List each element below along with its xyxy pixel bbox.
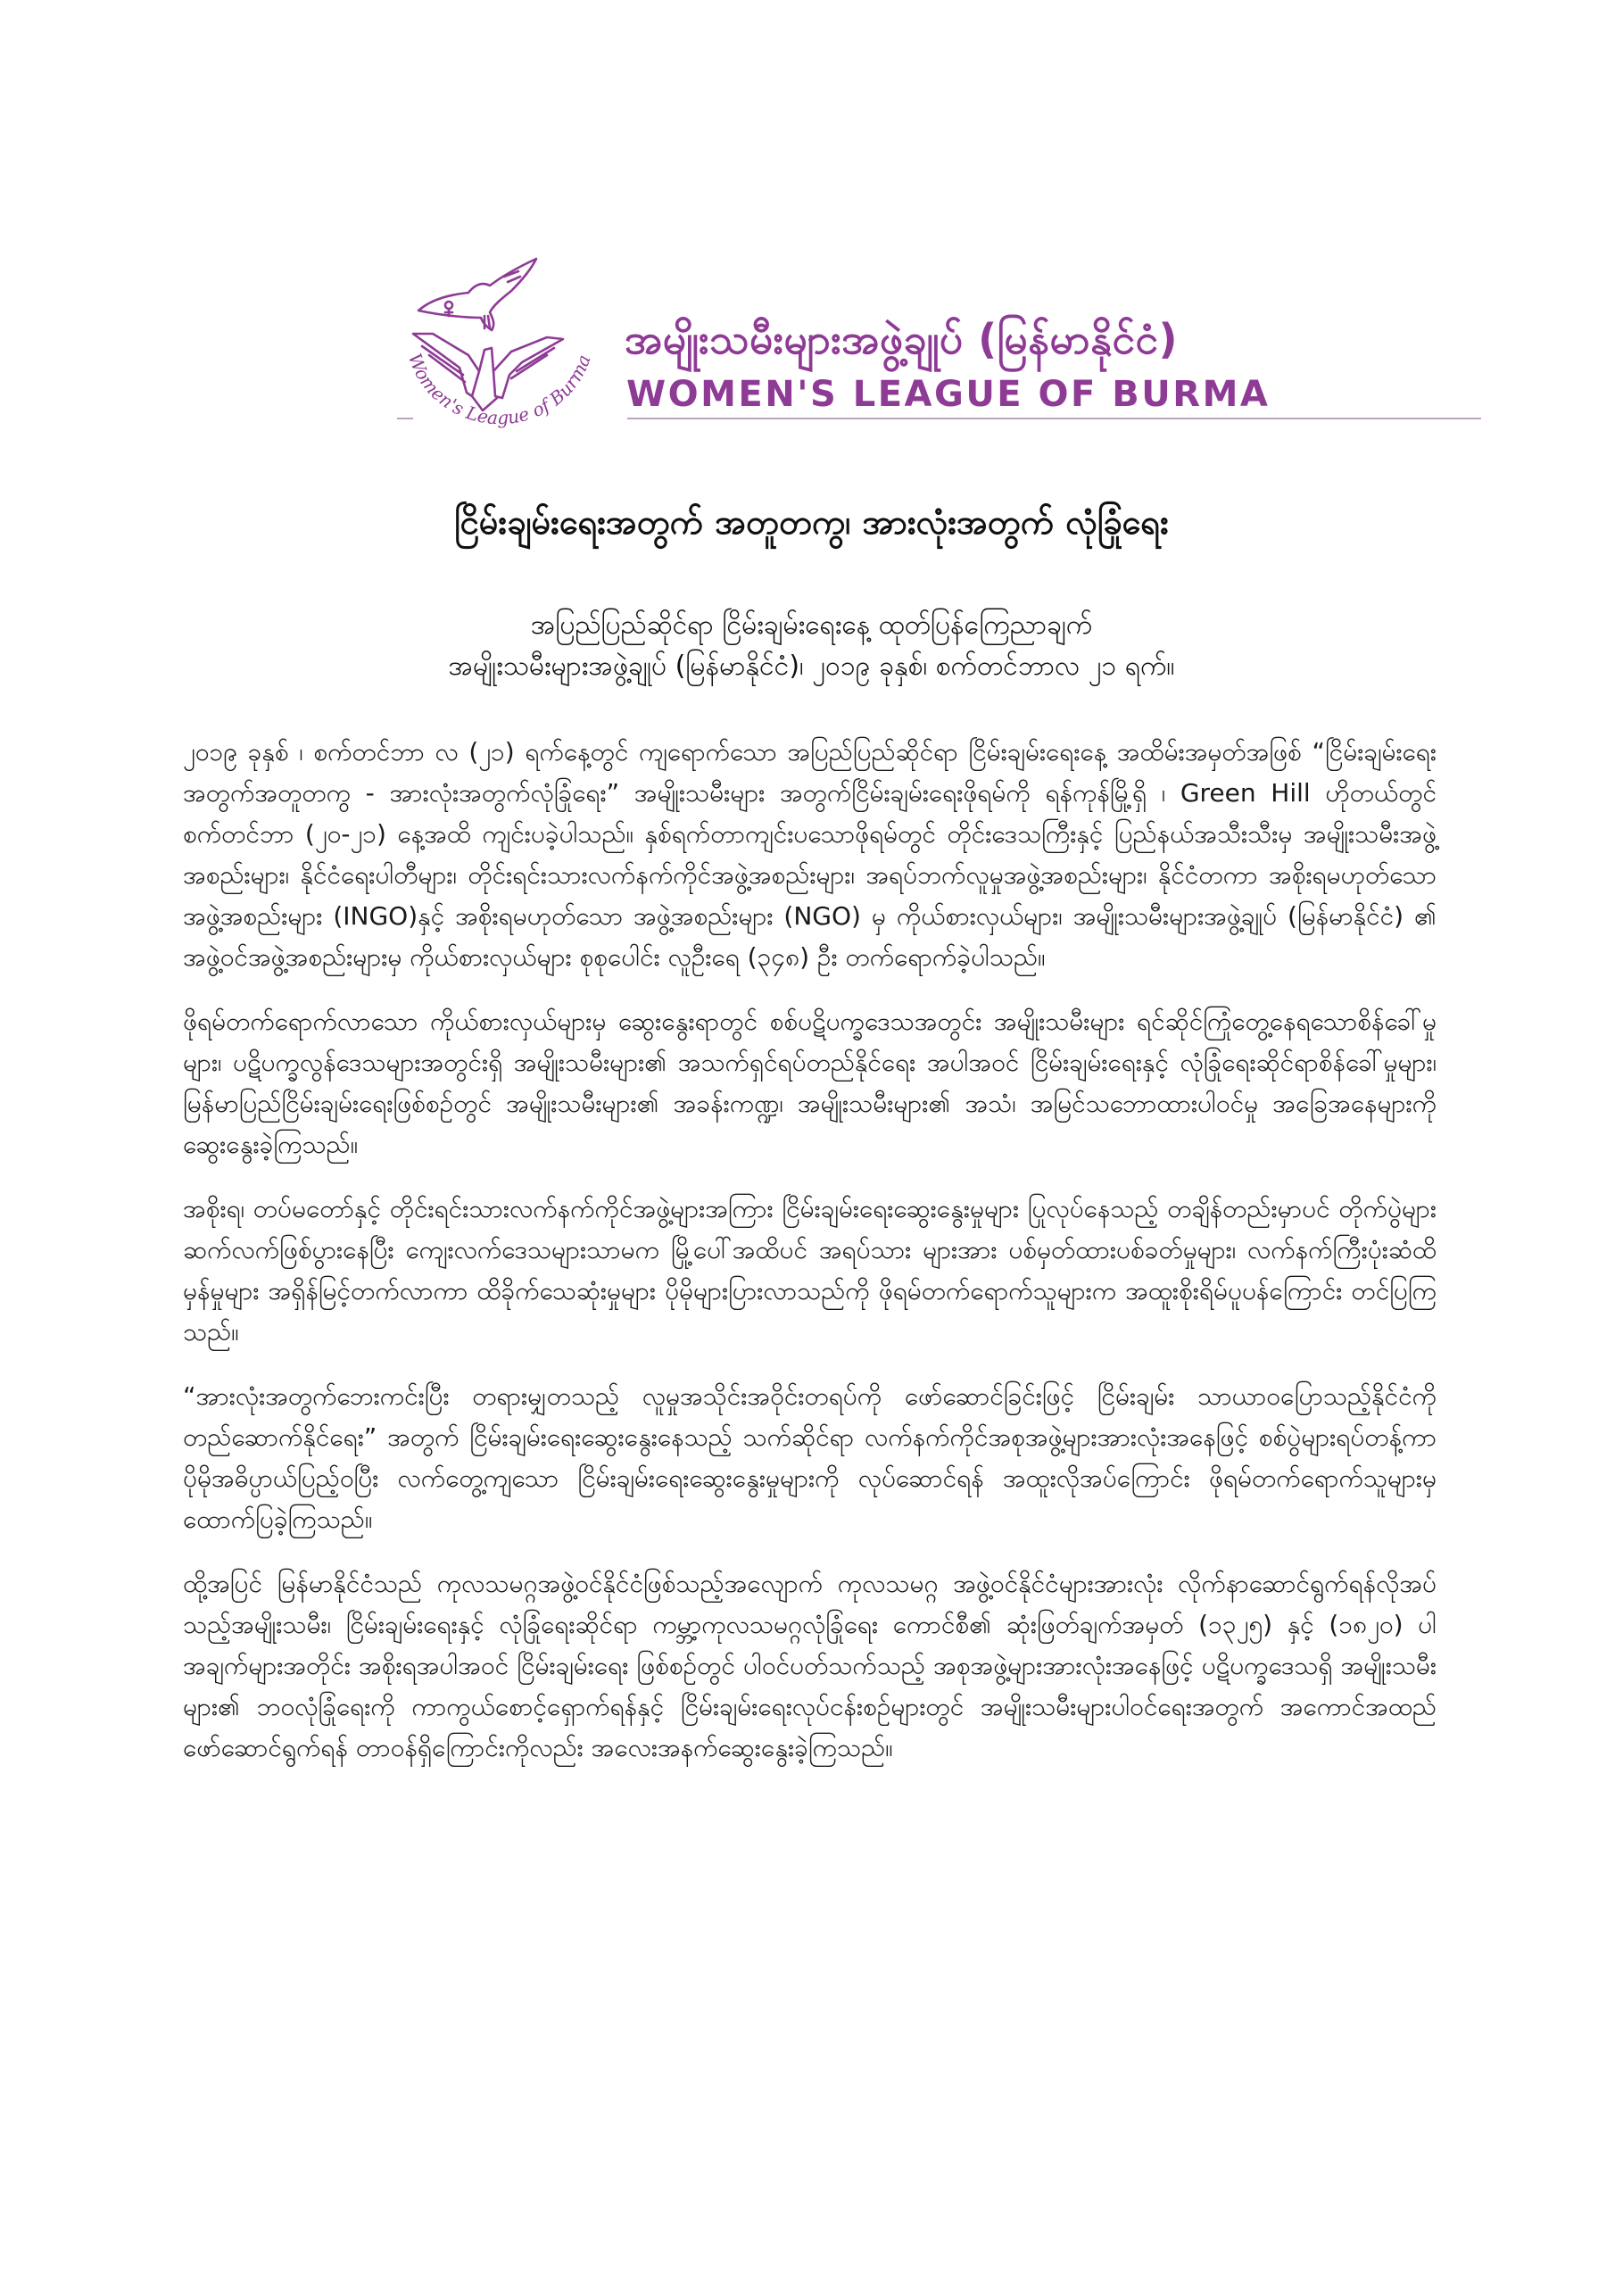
document-title: ငြိမ်းချမ်းရေးအတွက် အတူတကွ၊ အားလုံးအတွက် လုံခြုံရေး: [454, 502, 1169, 542]
header-divider: [627, 418, 1481, 419]
body-paragraph-4: “အားလုံးအတွက်ဘေးကင်းပြီး တရားမျှတသည့် လူမှုအသိုင်းအဝိုင်းတရပ်ကို ဖော်ဆောင်ခြင်းဖြင့် ငြိမ်းချမ်း သာယာဝပြောသည့်နိုင်ငံကို တည်ဆောက်နိုင်ရေး” အတွက် ငြိမ်းချမ်းရေးဆွေးနွေးနေသည့် သက်ဆိုင်ရာ လက်နက်ကိုင်အစုအဖွဲ့များအားလုံးအနေဖြင့် စစ်ပွဲများရပ်တန့်ကာ ပိုမိုအဓိပ္ပာယ်ပြည့်ဝပြီး လက်တွေ့ကျသော ငြိမ်းချမ်းရေးဆွေးနွေးမှုများကို လုပ်ဆောင်ရန် အထူးလိုအပ်ကြောင်း ဖိုရမ်တက်ရောက်သူများမှ ထောက်ပြခဲ့ကြသည်။: [183, 1381, 1437, 1534]
dove-icon: [418, 259, 536, 330]
body-paragraph-2: ဖိုရမ်တက်ရောက်လာသော ကိုယ်စားလှယ်များမှ ဆွေးနွေးရာတွင် စစ်ပဋိပက္ခဒေသအတွင်း အမျိုးသမီးများ ရင်ဆိုင်ကြုံတွေ့နေရသောစိန်ခေါ်မှုများ၊ ပဋိပက္ခလွန်ဒေသများအတွင်းရှိ အမျိုးသမီးများ၏ အသက်ရှင်ရပ်တည်နိုင်ရေး အပါအဝင် ငြိမ်းချမ်းရေးနှင့် လုံခြုံရေးဆိုင်ရာစိန်ခေါ်မှုများ၊ မြန်မာပြည်ငြိမ်းချမ်းရေးဖြစ်စဉ်တွင် အမျိုးသမီးများ၏ အခန်းကဏ္ဍ၊ အမျိုးသမီးများ၏ အသံ၊ အမြင်သဘောထားပါဝင်မှု အခြေအနေများကို ဆွေးနွေးခဲ့ကြသည်။: [183, 1007, 1437, 1159]
logo-ring-text: Women's League of Burma: [403, 350, 595, 429]
wlb-logo: [397, 241, 602, 437]
org-name-burmese: အမျိုးသမီးများအဖွဲ့ချုပ် (မြန်မာနိုင်ငံ): [625, 315, 1179, 363]
org-name-english: WOMEN'S LEAGUE OF BURMA: [626, 374, 1271, 415]
body-paragraph-1: ၂၀၁၉ ခုနှစ် ၊ စက်တင်ဘာ လ (၂၁) ရက်နေ့တွင် ကျရောက်သော အပြည်ပြည်ဆိုင်ရာ ငြိမ်းချမ်းရေးနေ့ အထိမ်းအမှတ်အဖြစ် “ငြိမ်းချမ်းရေးအတွက်အတူတကွ - အားလုံးအတွက်လုံခြုံရေး” အမျိုးသမီးများ အတွက်ငြိမ်းချမ်းရေးဖိုရမ်ကို ရန်ကုန်မြို့ရှိ ၊ Green Hill ဟိုတယ်တွင် စက်တင်ဘာ (၂၀-၂၁) နေ့အထိ ကျင်းပခဲ့ပါသည်။ နှစ်ရက်တာကျင်းပသောဖိုရမ်တွင် တိုင်းဒေသကြီးနှင့် ပြည်နယ်အသီးသီးမှ အမျိုးသမီးအဖွဲ့အစည်းများ၊ နိုင်ငံရေးပါတီများ၊ တိုင်းရင်းသားလက်နက်ကိုင်အဖွဲ့အစည်းများ၊ အရပ်ဘက်လူမှုအဖွဲ့အစည်းများ၊ နိုင်ငံတကာ အစိုးရမဟုတ်သော အဖွဲ့အစည်းများ (INGO)နှင့် အစိုးရမဟုတ်သော အဖွဲ့အစည်းများ (NGO) မှ ကိုယ်စားလှယ်များ၊ အမျိုးသမီးများအဖွဲ့ချုပ် (မြန်မာနိုင်ငံ) ၏ အဖွဲ့ဝင်အဖွဲ့အစည်းများမှ ကိုယ်စားလှယ်များ စုစုပေါင်း လူဦးရေ (၃၄၈) ဦး တက်ရောက်ခဲ့ပါသည်။: [183, 737, 1437, 972]
body-paragraph-5: ထို့အပြင် မြန်မာနိုင်ငံသည် ကုလသမဂ္ဂအဖွဲ့ဝင်နိုင်ငံဖြစ်သည့်အလျောက် ကုလသမဂ္ဂ အဖွဲ့ဝင်နိုင်ငံများအားလုံး လိုက်နာဆောင်ရွက်ရန်လိုအပ်သည့်အမျိုးသမီး၊ ငြိမ်းချမ်းရေးနှင့် လုံခြုံရေးဆိုင်ရာ ကမ္ဘာ့ကုလသမဂ္ဂလုံခြုံရေး ကောင်စီ၏ ဆုံးဖြတ်ချက်အမှတ် (၁၃၂၅) နှင့် (၁၈၂၀) ပါ အချက်များအတိုင်း အစိုးရအပါအဝင် ငြိမ်းချမ်းရေး ဖြစ်စဉ်တွင် ပါဝင်ပတ်သက်သည့် အစုအဖွဲ့များအားလုံးအနေဖြင့် ပဋိပက္ခဒေသရှိ အမျိုးသမီးများ၏ ဘဝလုံခြုံရေးကို ကာကွယ်စောင့်ရှောက်ရန်နှင့် ငြိမ်းချမ်းရေးလုပ်ငန်းစဉ်များတွင် အမျိုးသမီးများပါဝင်ရေးအတွက် အကောင်အထည် ဖော်ဆောင်ရွက်ရန် တာဝန်ရှိကြောင်းကိုလည်း အလေးအနက်ဆွေးနွေးခဲ့ကြသည်။: [183, 1569, 1437, 1762]
header-divider-left: [397, 418, 413, 419]
letterhead: [397, 241, 1481, 437]
body-paragraph-3: အစိုးရ၊ တပ်မတော်နှင့် တိုင်းရင်းသားလက်နက်ကိုင်အဖွဲ့များအကြား ငြိမ်းချမ်းရေးဆွေးနွေးမှုများ ပြုလုပ်နေသည့် တချိန်တည်းမှာပင် တိုက်ပွဲများဆက်လက်ဖြစ်ပွားနေပြီး ကျေးလက်ဒေသများသာမက မြို့ပေါ်အထိပင် အရပ်သား များအား ပစ်မှတ်ထားပစ်ခတ်မှုများ၊ လက်နက်ကြီးပုံးဆံထိမှန်မှုများ အရှိန်မြင့်တက်လာကာ ထိခိုက်သေဆုံးမှုများ ပိုမိုများပြားလာသည်ကို ဖိုရမ်တက်ရောက်သူများက အထူးစိုးရိမ်ပူပန်ကြောင်း တင်ပြကြသည်။: [183, 1194, 1437, 1347]
document-subtitle: အပြည်ပြည်ဆိုင်ရာ ငြိမ်းချမ်းရေးနေ့ ထုတ်ပြန်ကြေညာချက်: [530, 609, 1093, 641]
document-dateline: အမျိုးသမီးများအဖွဲ့ချုပ် (မြန်မာနိုင်ငံ)၊ ၂၀၁၉ ခုနှစ်၊ စက်တင်ဘာလ ၂၁ ရက်။: [448, 651, 1175, 682]
document-body: [183, 732, 1437, 1792]
